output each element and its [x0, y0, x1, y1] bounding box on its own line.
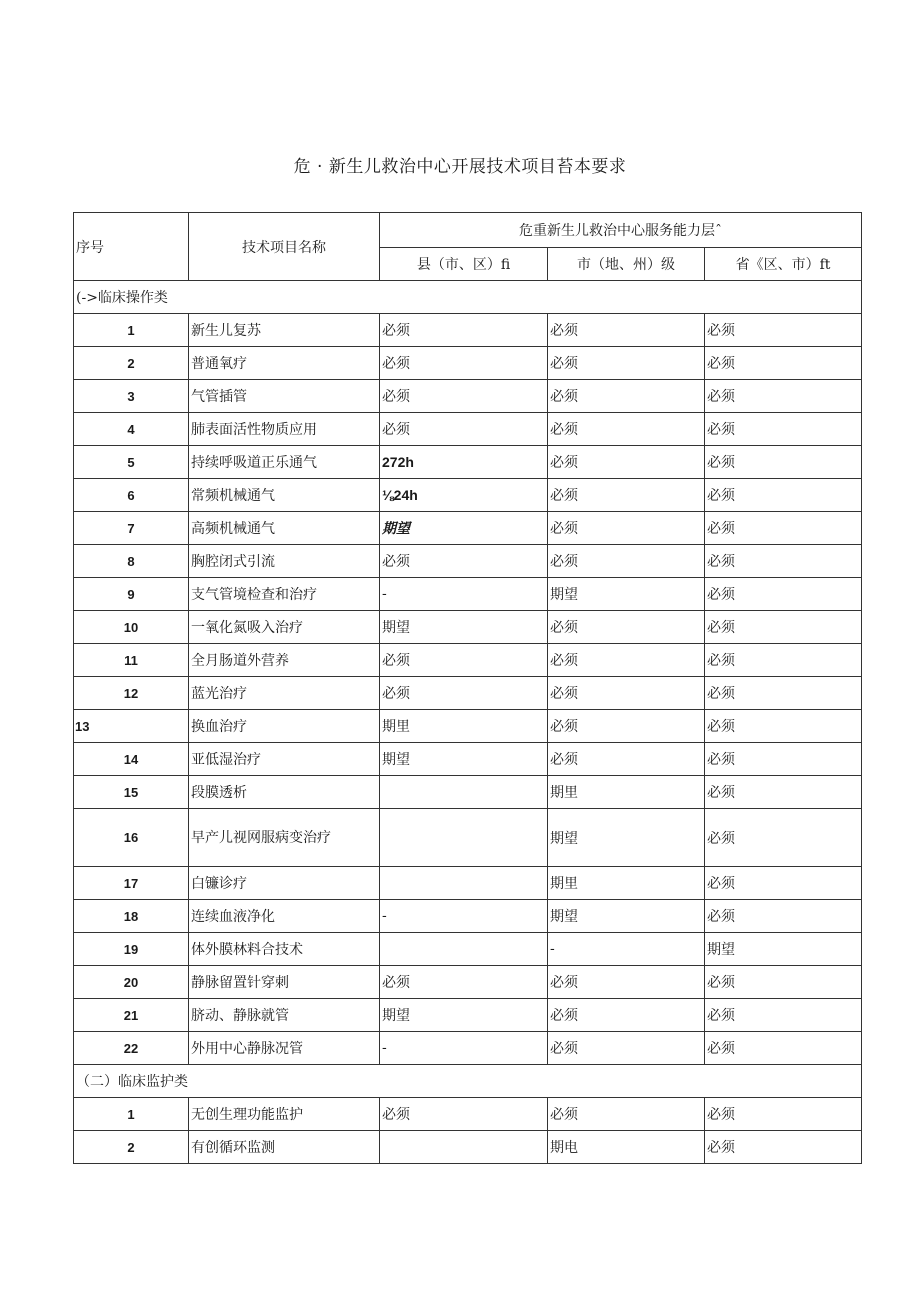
table-row	[74, 578, 862, 611]
row-city-level: 期电	[548, 1131, 705, 1164]
section-title: (->临床操作类	[74, 281, 862, 314]
row-city-level: 必须	[548, 479, 705, 512]
header-level-county: 县（市、区）fi	[380, 248, 548, 281]
row-province-level: 必须	[705, 479, 862, 512]
row-province-level: 必须	[705, 776, 862, 809]
row-item-name: 蓝光治疗	[189, 677, 380, 710]
row-seq: 9	[74, 578, 189, 611]
row-county-level: -	[380, 900, 548, 933]
row-province-level: 必须	[705, 644, 862, 677]
row-province-level: 必须	[705, 545, 862, 578]
table-row	[74, 380, 862, 413]
row-county-level	[380, 1131, 548, 1164]
table-row	[74, 900, 862, 933]
row-item-name: 早产儿视网服病变治疗	[189, 809, 380, 867]
table-row	[74, 743, 862, 776]
requirements-table	[73, 212, 862, 1164]
table-row	[74, 710, 862, 743]
row-seq: 2	[74, 347, 189, 380]
row-city-level: 必须	[548, 1098, 705, 1131]
row-item-name: 一氧化氮吸入治疗	[189, 611, 380, 644]
header-level-province: 省《区、市）ft	[705, 248, 862, 281]
row-county-level: 期望	[380, 611, 548, 644]
table-row	[74, 776, 862, 809]
row-seq: 2	[74, 1131, 189, 1164]
row-county-level: -	[380, 578, 548, 611]
row-county-level	[380, 809, 548, 867]
row-province-level: 必须	[705, 1032, 862, 1065]
row-item-name: 静脉留置针穿刺	[189, 966, 380, 999]
table-row	[74, 479, 862, 512]
header-capacity: 危重新生儿救治中心服务能力层ˆ	[380, 213, 862, 248]
table-row	[74, 966, 862, 999]
row-item-name: 有创循环监测	[189, 1131, 380, 1164]
row-seq: 17	[74, 867, 189, 900]
table-row	[74, 1032, 862, 1065]
row-city-level: 期里	[548, 867, 705, 900]
row-province-level: 必须	[705, 710, 862, 743]
row-item-name: 持续呼吸道正乐通气	[189, 446, 380, 479]
row-county-level: 必须	[380, 413, 548, 446]
row-item-name: 连续血液净化	[189, 900, 380, 933]
row-item-name: 亚低湿治疗	[189, 743, 380, 776]
row-province-level: 必须	[705, 380, 862, 413]
row-city-level: 必须	[548, 743, 705, 776]
row-city-level: 必须	[548, 347, 705, 380]
table-row	[74, 867, 862, 900]
row-seq: 8	[74, 545, 189, 578]
row-item-name: 肺表面活性物质应用	[189, 413, 380, 446]
row-item-name: 外用中心静脉况管	[189, 1032, 380, 1065]
row-city-level: 必须	[548, 966, 705, 999]
row-province-level: 必须	[705, 677, 862, 710]
row-city-level: 必须	[548, 677, 705, 710]
row-seq: 14	[74, 743, 189, 776]
row-item-name: 白镰诊疗	[189, 867, 380, 900]
table-row	[74, 611, 862, 644]
row-city-level: 必须	[548, 999, 705, 1032]
row-province-level: 必须	[705, 900, 862, 933]
row-seq: 18	[74, 900, 189, 933]
row-county-level: 必须	[380, 380, 548, 413]
row-seq: 11	[74, 644, 189, 677]
row-item-name: 普通氧疗	[189, 347, 380, 380]
row-province-level: 期望	[705, 933, 862, 966]
row-item-name: 脐动、静脉就管	[189, 999, 380, 1032]
row-province-level: 必须	[705, 867, 862, 900]
table-row	[74, 1131, 862, 1164]
row-seq: 6	[74, 479, 189, 512]
row-province-level: 必须	[705, 578, 862, 611]
row-county-level: 必须	[380, 644, 548, 677]
table-row	[74, 933, 862, 966]
row-item-name: 换血治疗	[189, 710, 380, 743]
row-city-level: 期里	[548, 776, 705, 809]
table-row	[74, 413, 862, 446]
row-county-level	[380, 776, 548, 809]
row-seq: 16	[74, 809, 189, 867]
section-title: （二）临床监护类	[74, 1065, 862, 1098]
table-row	[74, 545, 862, 578]
row-county-level: 必须	[380, 314, 548, 347]
row-county-level: 必须	[380, 347, 548, 380]
row-county-level: 期望	[380, 999, 548, 1032]
row-city-level: 必须	[548, 644, 705, 677]
row-county-level: 必须	[380, 677, 548, 710]
row-province-level: 必须	[705, 446, 862, 479]
header-level-city: 市（地、州）级	[548, 248, 705, 281]
row-province-level: 必须	[705, 512, 862, 545]
row-city-level: 期望	[548, 900, 705, 933]
header-row-top	[74, 213, 862, 248]
row-county-level: 期里	[380, 710, 548, 743]
row-item-name: 体外膜林料合技术	[189, 933, 380, 966]
section-row	[74, 281, 862, 314]
table-row	[74, 999, 862, 1032]
row-province-level: 必须	[705, 611, 862, 644]
row-item-name: 全月肠道外营养	[189, 644, 380, 677]
table-row	[74, 809, 862, 867]
row-province-level: 必须	[705, 966, 862, 999]
row-county-level: 272h	[380, 446, 548, 479]
row-city-level: 必须	[548, 413, 705, 446]
row-seq: 3	[74, 380, 189, 413]
row-county-level	[380, 867, 548, 900]
row-city-level: 必须	[548, 314, 705, 347]
row-county-level: 必须	[380, 1098, 548, 1131]
table-row	[74, 1098, 862, 1131]
row-item-name: 胸腔闭式引流	[189, 545, 380, 578]
row-seq: 5	[74, 446, 189, 479]
row-county-level: -	[380, 1032, 548, 1065]
row-seq: 7	[74, 512, 189, 545]
row-seq: 1	[74, 1098, 189, 1131]
row-county-level: 期望	[380, 512, 548, 545]
row-province-level: 必须	[705, 743, 862, 776]
row-item-name: 段膜透析	[189, 776, 380, 809]
row-item-name: 新生儿复苏	[189, 314, 380, 347]
row-city-level: -	[548, 933, 705, 966]
row-seq: 1	[74, 314, 189, 347]
row-seq: 22	[74, 1032, 189, 1065]
table-row	[74, 347, 862, 380]
row-item-name: 支气管境检查和治疗	[189, 578, 380, 611]
row-city-level: 期望	[548, 809, 705, 867]
row-seq: 10	[74, 611, 189, 644]
row-seq: 12	[74, 677, 189, 710]
row-item-name: 常频机械通气	[189, 479, 380, 512]
section-row	[74, 1065, 862, 1098]
row-item-name: 高频机械通气	[189, 512, 380, 545]
row-seq: 20	[74, 966, 189, 999]
header-name: 技术项目名称	[189, 213, 380, 281]
row-seq: 4	[74, 413, 189, 446]
row-city-level: 必须	[548, 512, 705, 545]
row-seq: 15	[74, 776, 189, 809]
row-province-level: 必须	[705, 999, 862, 1032]
row-item-name: 无创生理功能监护	[189, 1098, 380, 1131]
table-row	[74, 446, 862, 479]
table-row	[74, 644, 862, 677]
row-city-level: 必须	[548, 380, 705, 413]
row-city-level: 必须	[548, 446, 705, 479]
row-province-level: 必须	[705, 1131, 862, 1164]
row-province-level: 必须	[705, 1098, 862, 1131]
row-province-level: 必须	[705, 347, 862, 380]
row-seq: 13	[74, 710, 189, 743]
row-city-level: 必须	[548, 1032, 705, 1065]
row-seq: 19	[74, 933, 189, 966]
table-row	[74, 314, 862, 347]
row-province-level: 必须	[705, 413, 862, 446]
row-city-level: 必须	[548, 710, 705, 743]
table-row	[74, 677, 862, 710]
header-seq: 序号	[74, 213, 189, 281]
row-province-level: 必须	[705, 314, 862, 347]
row-county-level: 必须	[380, 966, 548, 999]
row-city-level: 期望	[548, 578, 705, 611]
row-item-name: 气管插管	[189, 380, 380, 413]
row-county-level: 必须	[380, 545, 548, 578]
row-province-level: 必须	[705, 809, 862, 867]
row-county-level: 期望	[380, 743, 548, 776]
row-city-level: 必须	[548, 611, 705, 644]
row-county-level	[380, 933, 548, 966]
table-row	[74, 512, 862, 545]
page-title: 危 · 新生儿救治中心开展技术项目苔本要求	[293, 157, 627, 177]
row-seq: 21	[74, 999, 189, 1032]
row-city-level: 必须	[548, 545, 705, 578]
row-county-level: ⅛24h	[380, 479, 548, 512]
